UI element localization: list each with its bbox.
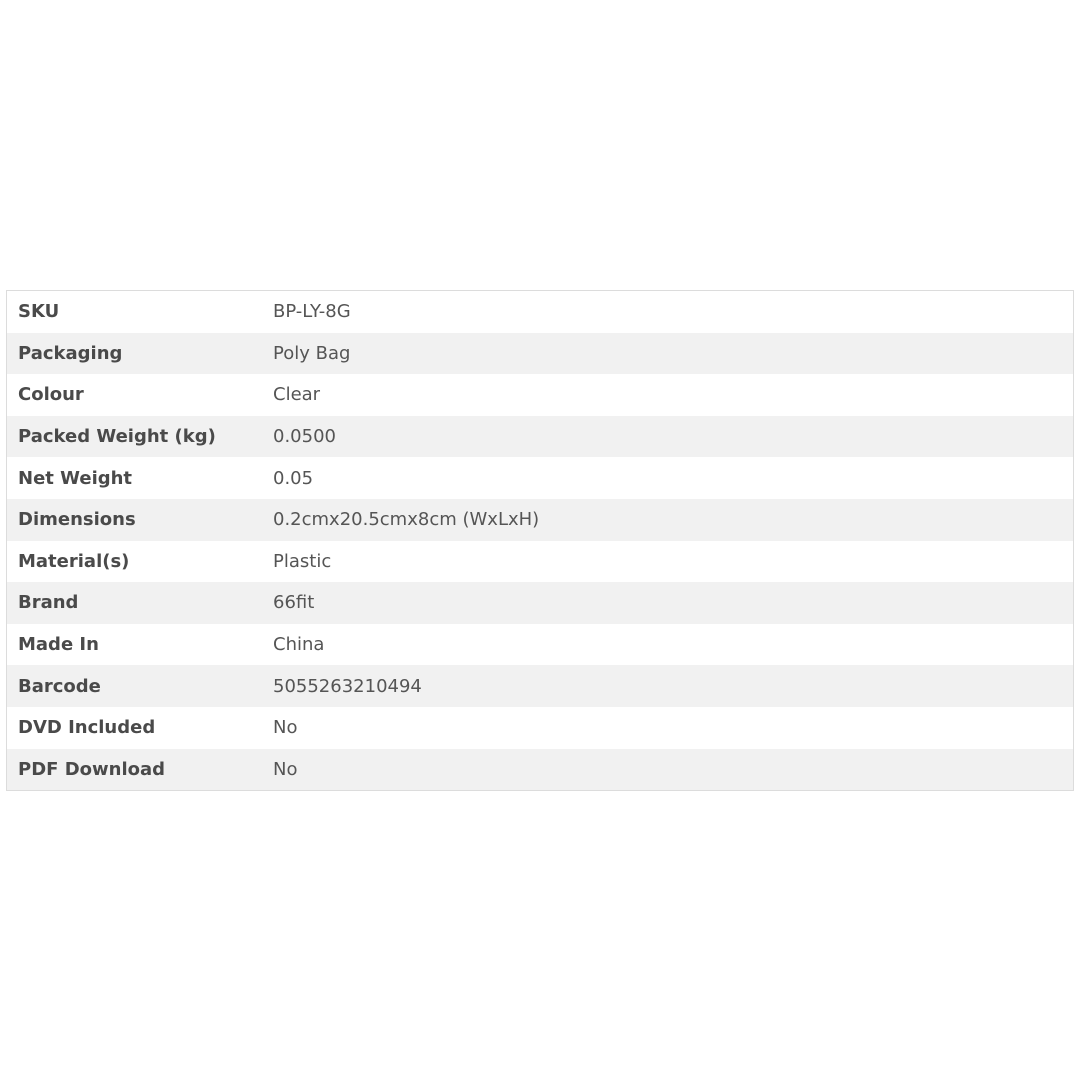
spec-row-sku <box>7 291 1073 333</box>
spec-label: Material(s) <box>18 550 130 572</box>
spec-row-colour <box>7 374 1073 416</box>
spec-row-packed-weight <box>7 416 1073 458</box>
spec-label: Packed Weight (kg) <box>18 426 216 448</box>
spec-label: SKU <box>18 301 60 323</box>
spec-value: 5055263210494 <box>273 675 422 697</box>
spec-value: No <box>273 758 298 780</box>
spec-label: Colour <box>18 384 84 406</box>
spec-value: 0.05 <box>273 467 314 489</box>
spec-label: Dimensions <box>18 509 136 531</box>
spec-row-barcode <box>7 665 1073 707</box>
product-specifications-table <box>6 290 1074 791</box>
spec-row-net-weight <box>7 457 1073 499</box>
spec-value: 66fit <box>273 592 315 614</box>
spec-value: 0.0500 <box>273 426 336 448</box>
spec-label: Made In <box>18 634 99 656</box>
spec-row-dvd-included <box>7 707 1073 749</box>
spec-value: Clear <box>273 384 321 406</box>
spec-label: Packaging <box>18 342 123 364</box>
spec-value: 0.2cmx20.5cmx8cm (WxLxH) <box>273 509 540 531</box>
spec-label: DVD Included <box>18 717 156 739</box>
spec-label: Barcode <box>18 675 101 697</box>
spec-row-pdf-download <box>7 749 1073 791</box>
spec-value: Plastic <box>273 550 332 572</box>
spec-label: PDF Download <box>18 758 166 780</box>
spec-value: BP-LY-8G <box>273 301 351 323</box>
spec-row-materials <box>7 541 1073 583</box>
spec-label: Brand <box>18 592 79 614</box>
spec-value: China <box>273 634 325 656</box>
spec-value: No <box>273 717 298 739</box>
spec-row-made-in <box>7 624 1073 666</box>
spec-row-packaging <box>7 333 1073 375</box>
spec-label: Net Weight <box>18 467 133 489</box>
spec-row-dimensions <box>7 499 1073 541</box>
spec-row-brand <box>7 582 1073 624</box>
spec-value: Poly Bag <box>273 342 351 364</box>
